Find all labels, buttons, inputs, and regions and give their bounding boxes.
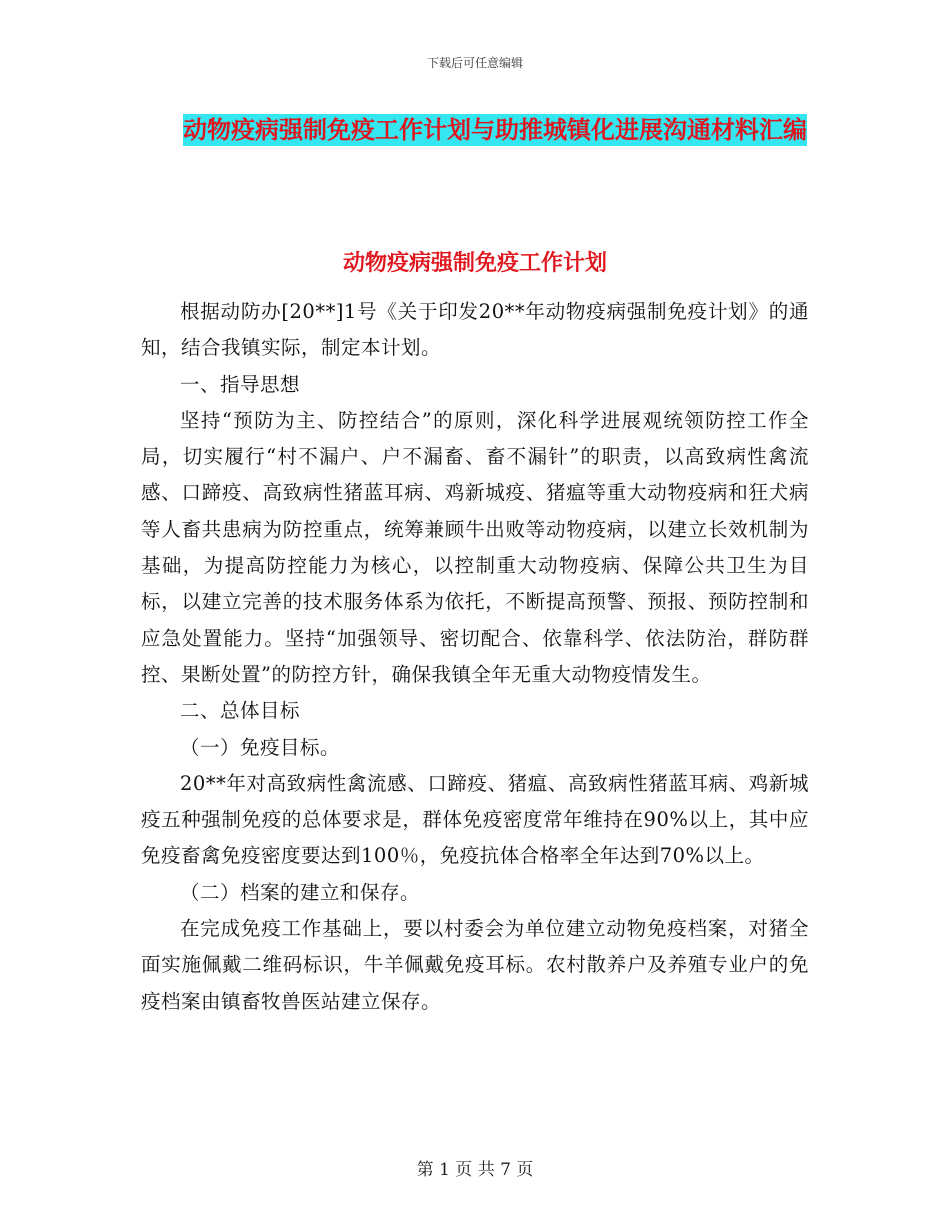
document-main-title — [180, 108, 810, 152]
guiding-thought-paragraph: 坚持“预防为主、防控结合”的原则，深化科学进展观统领防控工作全局，切实履行“村不漏户、户不漏畜、畜不漏针”的职责，以高致病性禽流感、口蹄疫、高致病性猪蓝耳病、鸡新城疫、猪瘟等重大动物疫病和狂犬病等人畜共患病为防控重点，统筹兼顾牛出败等动物疫病，以建立长效机制为基础，为提高防控能力为核心，以控制重大动物疫病、保障公共卫生为目标，以建立完善的技术服务体系为依托，不断提高预警、预报、预防控制和应急处置能力。坚持“加强领导、密切配合、依靠科学、依法防治，群防群控、果断处置”的防控方针，确保我镇全年无重大动物疫情发生。 — [141, 408, 809, 686]
section-heading-guiding-thought: 一、指导思想 — [180, 372, 301, 396]
download-note: 下载后可任意编辑 — [426, 56, 523, 70]
immunization-goal-paragraph: 20**年对高致病性禽流感、口蹄疫、猪瘟、高致病性猪蓝耳病、鸡新城疫五种强制免疫的总体要求是，群体免疫密度常年维持在90%以上，其中应免疫畜禽免疫密度要达到100％，免疫抗体合格率全年达到70%以上。 — [141, 771, 809, 868]
intro-paragraph: 根据动防办[20**]1号《关于印发20**年动物疫病强制免疫计划》的通知，结合我镇实际，制定本计划。 — [141, 300, 809, 360]
document-body — [141, 294, 809, 1020]
subsection-heading-immunization-goal: （一）免疫目标。 — [180, 735, 341, 759]
page-footer: 第 1 页 共 7 页 — [416, 1160, 534, 1180]
main-title-highlight: 动物疫病强制免疫工作计划与助推城镇化进展沟通材料汇编 — [183, 116, 807, 144]
section-heading-overall-goal: 二、总体目标 — [180, 699, 301, 723]
document-sub-title: 动物疫病强制免疫工作计划 — [342, 251, 607, 276]
records-paragraph: 在完成免疫工作基础上，要以村委会为单位建立动物免疫档案，对猪全面实施佩戴二维码标识，牛羊佩戴免疫耳标。农村散养户及养殖专业户的免疫档案由镇畜牧兽医站建立保存。 — [141, 917, 809, 1013]
subsection-heading-records: （二）档案的建立和保存。 — [180, 880, 421, 904]
